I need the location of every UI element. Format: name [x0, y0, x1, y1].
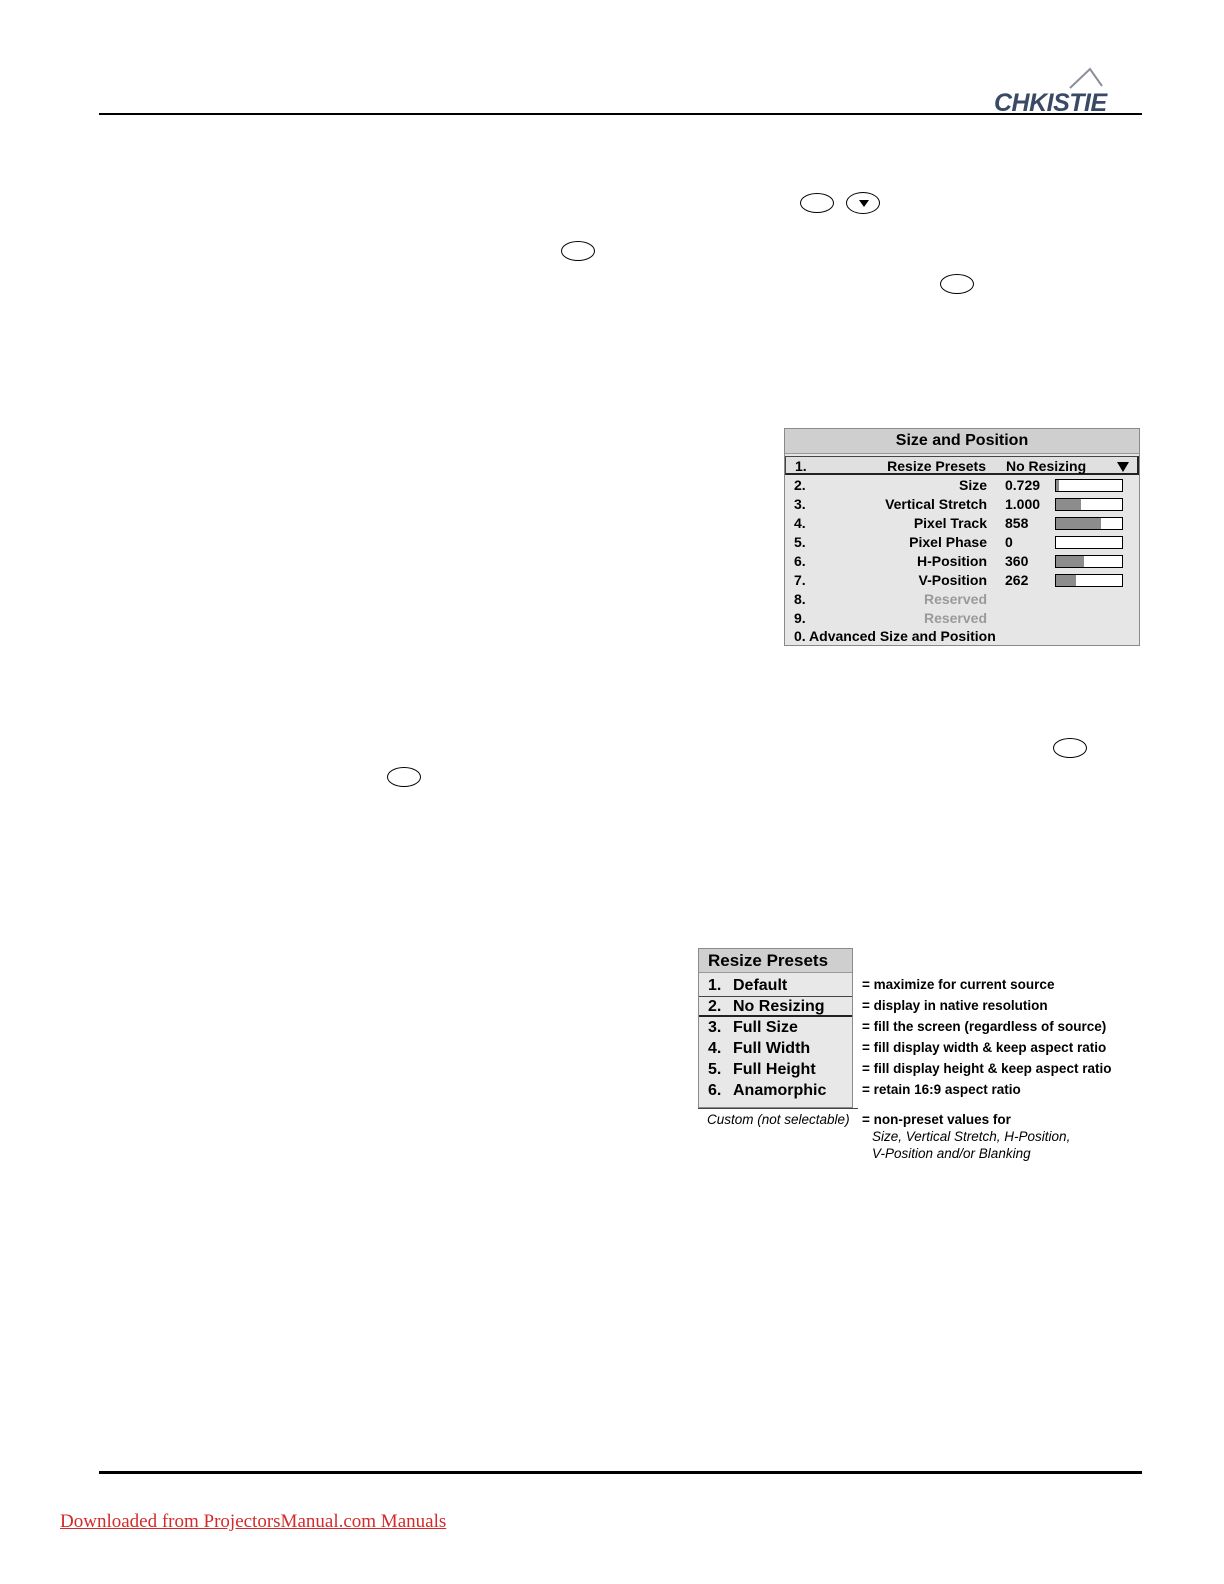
menu-row-advanced[interactable]: [785, 627, 1139, 646]
slider-fill: [1056, 518, 1101, 529]
menu-row-value: 360: [1005, 553, 1029, 569]
preset-description: = display in native resolution: [862, 998, 1048, 1013]
menu-row-label: Vertical Stretch: [885, 496, 987, 512]
menu-title: Size and Position: [785, 429, 1139, 454]
preset-item-full-size[interactable]: [699, 1017, 852, 1038]
menu-row-h-position[interactable]: [785, 552, 1139, 571]
preset-description: = fill display width & keep aspect ratio: [862, 1040, 1107, 1055]
preset-item-default[interactable]: [699, 975, 852, 996]
menu-row-reserved: [785, 609, 1139, 628]
menu-row-pixel-track[interactable]: [785, 514, 1139, 533]
header-rule: [99, 113, 1142, 115]
custom-note: V-Position and/or Blanking: [872, 1146, 1031, 1161]
menu-row-size[interactable]: [785, 476, 1139, 495]
menu-row-value: 858: [1005, 515, 1029, 531]
preset-description: = maximize for current source: [862, 977, 1055, 992]
keypad-key-icon: [800, 193, 834, 213]
preset-description: = fill display height & keep aspect ratio: [862, 1061, 1112, 1076]
h-position-slider[interactable]: [1055, 555, 1123, 568]
menu-row-pixel-phase[interactable]: [785, 533, 1139, 552]
size-slider[interactable]: [1055, 479, 1123, 492]
footer-rule: [99, 1471, 1142, 1474]
menu-row-value: 1.000: [1005, 496, 1041, 512]
menu-row-number: 8.: [794, 591, 806, 607]
logo-wordmark: CHKISTIE: [994, 89, 1107, 117]
pixel-phase-slider[interactable]: [1055, 536, 1123, 549]
menu-row-vertical-stretch[interactable]: [785, 495, 1139, 514]
menu-row-label: H-Position: [917, 553, 987, 569]
menu-row-value: 0.729: [1005, 477, 1041, 493]
preset-label: Anamorphic: [733, 1082, 827, 1099]
menu-row-reserved: [785, 590, 1139, 609]
logo-mountain-icon: [1068, 66, 1104, 90]
menu-row-label: Size: [958, 477, 987, 493]
menu-row-label: Pixel Track: [913, 515, 987, 531]
menu-row-label: Reserved: [923, 610, 987, 626]
menu-row-label: Pixel Phase: [909, 534, 987, 550]
preset-label: Full Size: [733, 1019, 798, 1036]
custom-description: = non-preset values for: [862, 1112, 1011, 1127]
slider-fill: [1056, 480, 1059, 491]
menu-row-label: Reserved: [923, 591, 987, 607]
menu-row-label: 0. Advanced Size and Position: [794, 628, 996, 644]
preset-item-full-width[interactable]: [699, 1038, 852, 1059]
christie-logo: [994, 66, 1144, 116]
down-arrow-key-icon: [846, 192, 880, 214]
slider-fill: [1056, 575, 1076, 586]
slider-fill: [1056, 499, 1081, 510]
preset-label: Default: [733, 977, 788, 994]
preset-item-no-resizing[interactable]: [699, 996, 852, 1017]
menu-row-number: 5.: [794, 534, 806, 550]
slider-fill: [1056, 556, 1084, 567]
preset-label: Full Height: [733, 1061, 816, 1078]
menu-row-number: 4.: [794, 515, 806, 531]
menu-row-label: V-Position: [918, 572, 987, 588]
v-position-slider[interactable]: [1055, 574, 1123, 587]
preset-description: = retain 16:9 aspect ratio: [862, 1082, 1021, 1097]
resize-presets-list: [698, 948, 853, 1108]
dropdown-arrow-icon[interactable]: [1117, 462, 1129, 472]
menu-row-value: 262: [1005, 572, 1029, 588]
pixel-track-slider[interactable]: [1055, 517, 1123, 530]
preset-number: 3.: [708, 1019, 722, 1036]
vertical-stretch-slider[interactable]: [1055, 498, 1123, 511]
preset-label: No Resizing: [733, 998, 825, 1015]
menu-row-number: 9.: [794, 610, 806, 626]
menu-row-number: 7.: [794, 572, 806, 588]
menu-row-number: 1.: [795, 458, 807, 474]
custom-label: Custom (not selectable): [707, 1112, 850, 1127]
download-source-link[interactable]: Downloaded from ProjectorsManual.com Manuals: [60, 1511, 447, 1532]
size-position-menu: [784, 428, 1140, 646]
preset-description: = fill the screen (regardless of source): [862, 1019, 1107, 1034]
keypad-key-icon: [940, 274, 974, 294]
menu-row-resize-presets[interactable]: [785, 456, 1139, 475]
menu-row-label: Resize Presets: [887, 458, 986, 474]
preset-number: 4.: [708, 1040, 722, 1057]
preset-item-anamorphic[interactable]: [699, 1080, 852, 1101]
menu-row-v-position[interactable]: [785, 571, 1139, 590]
preset-label: Full Width: [733, 1040, 811, 1057]
keypad-key-icon: [561, 241, 595, 261]
presets-divider: [698, 1108, 858, 1109]
preset-number: 1.: [708, 977, 722, 994]
menu-row-number: 6.: [794, 553, 806, 569]
preset-item-full-height[interactable]: [699, 1059, 852, 1080]
menu-row-value: No Resizing: [1006, 458, 1087, 474]
menu-row-number: 2.: [794, 477, 806, 493]
presets-title: Resize Presets: [699, 949, 852, 973]
keypad-key-icon: [387, 767, 421, 787]
custom-note: Size, Vertical Stretch, H-Position,: [872, 1129, 1071, 1144]
keypad-key-icon: [1053, 738, 1087, 758]
preset-number: 5.: [708, 1061, 722, 1078]
menu-row-value: 0: [1005, 534, 1013, 550]
preset-number: 6.: [708, 1082, 722, 1099]
menu-row-number: 3.: [794, 496, 806, 512]
preset-number: 2.: [708, 998, 722, 1015]
